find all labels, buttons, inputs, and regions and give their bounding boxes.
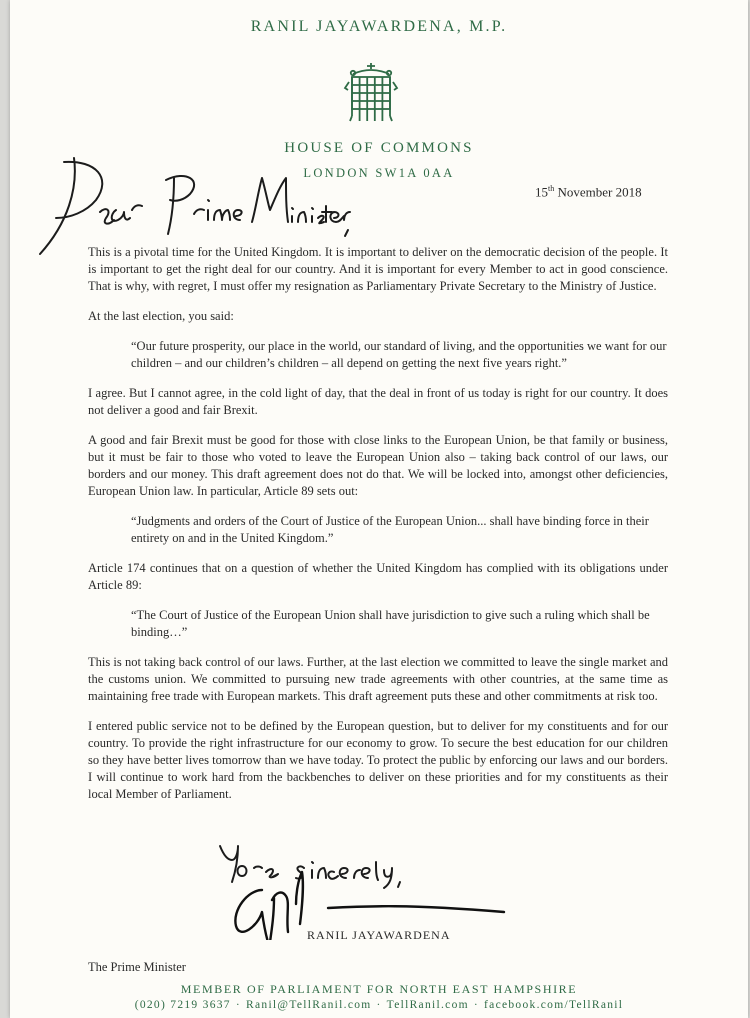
footer-contacts	[10, 999, 748, 1011]
footer-separator: ·	[473, 999, 480, 1011]
body-paragraph: This is a pivotal time for the United Kingdom. It is important to deliver on the democratic decision of the people. It is important to get the right deal for our country. And it is important for every Member to act in good conscience. That is why, with regret, I must offer my resignation as Parliamentary Private Secretary to the Ministry of Justice.	[88, 245, 668, 293]
footer-constituency: MEMBER OF PARLIAMENT FOR NORTH EAST HAMPSHIRE	[180, 982, 578, 996]
letterhead-address: LONDON SW1A 0AA	[303, 166, 455, 180]
block-quote: “The Court of Justice of the European Union shall have jurisdiction to give such a ruling which shall be binding…”	[131, 608, 650, 639]
footer-phone: (020) 7219 3637	[134, 999, 231, 1011]
body-paragraph: Article 174 continues that on a question of whether the United Kingdom has complied with its obligations under Article 89:	[88, 561, 668, 592]
portcullis-icon	[343, 60, 399, 124]
footer-separator: ·	[376, 999, 382, 1011]
date-rest: November 2018	[557, 184, 642, 200]
recipient: The Prime Minister	[88, 960, 186, 974]
footer-email-link[interactable]: Ranil@TellRanil.com	[246, 999, 372, 1011]
body-paragraph: This is not taking back control of our laws. Further, at the last election we committed to leave the single market and the customs union. We committed to pursuing new trade agreements with other countries, at the same time as maintaining free trade with European markets. This draft agreement puts these and other commitments at risk too.	[88, 655, 668, 703]
body-paragraph: I agree. But I cannot agree, in the cold light of day, that the deal in front of us today is right for our country. It does not deliver a good and fair Brexit.	[88, 386, 668, 417]
block-quote: “Our future prosperity, our place in the world, our standard of living, and the opportunities we want for our children – and our children’s children – all depend on getting the next five years right.”	[131, 339, 667, 370]
signer-name: RANIL JAYAWARDENA	[307, 928, 451, 942]
body-paragraph: A good and fair Brexit must be good for those with close links to the European Union, be that family or business, but it must be fair to those who voted to leave the European Union also – taking back control of our laws, our borders and our money. This draft agreement does not do that. We will be locked into, amongst other deficiencies, European Union law. In particular, Article 89 sets out:	[88, 433, 668, 498]
letterhead-name: RANIL JAYAWARDENA, M.P.	[250, 18, 508, 35]
footer-facebook-link[interactable]: facebook.com/TellRanil	[484, 999, 624, 1011]
date-suffix: th	[548, 184, 555, 193]
footer-separator: ·	[235, 999, 242, 1011]
block-quote: “Judgments and orders of the Court of Justice of the European Union... shall have binding force in their entirety on and in the United Kingdom.”	[131, 514, 649, 545]
letter-page	[10, 0, 748, 1018]
date-day: 15	[535, 184, 548, 200]
letterhead-house: HOUSE OF COMMONS	[284, 140, 474, 156]
body-paragraph: At the last election, you said:	[88, 309, 234, 323]
footer-website-link[interactable]: TellRanil.com	[386, 999, 469, 1011]
body-paragraph: I entered public service not to be defined by the European question, but to deliver for my constituents and for our country. To provide the right infrastructure for our economy to grow. To secure the best education for our children so they have better lives tomorrow than we have today. To protect the public by enforcing our laws and our borders. I will continue to work hard from the backbenches to deliver on these priorities and for my constituents as their local Member of Parliament.	[88, 719, 668, 801]
letter-date	[535, 184, 642, 200]
letter-body	[88, 244, 668, 816]
